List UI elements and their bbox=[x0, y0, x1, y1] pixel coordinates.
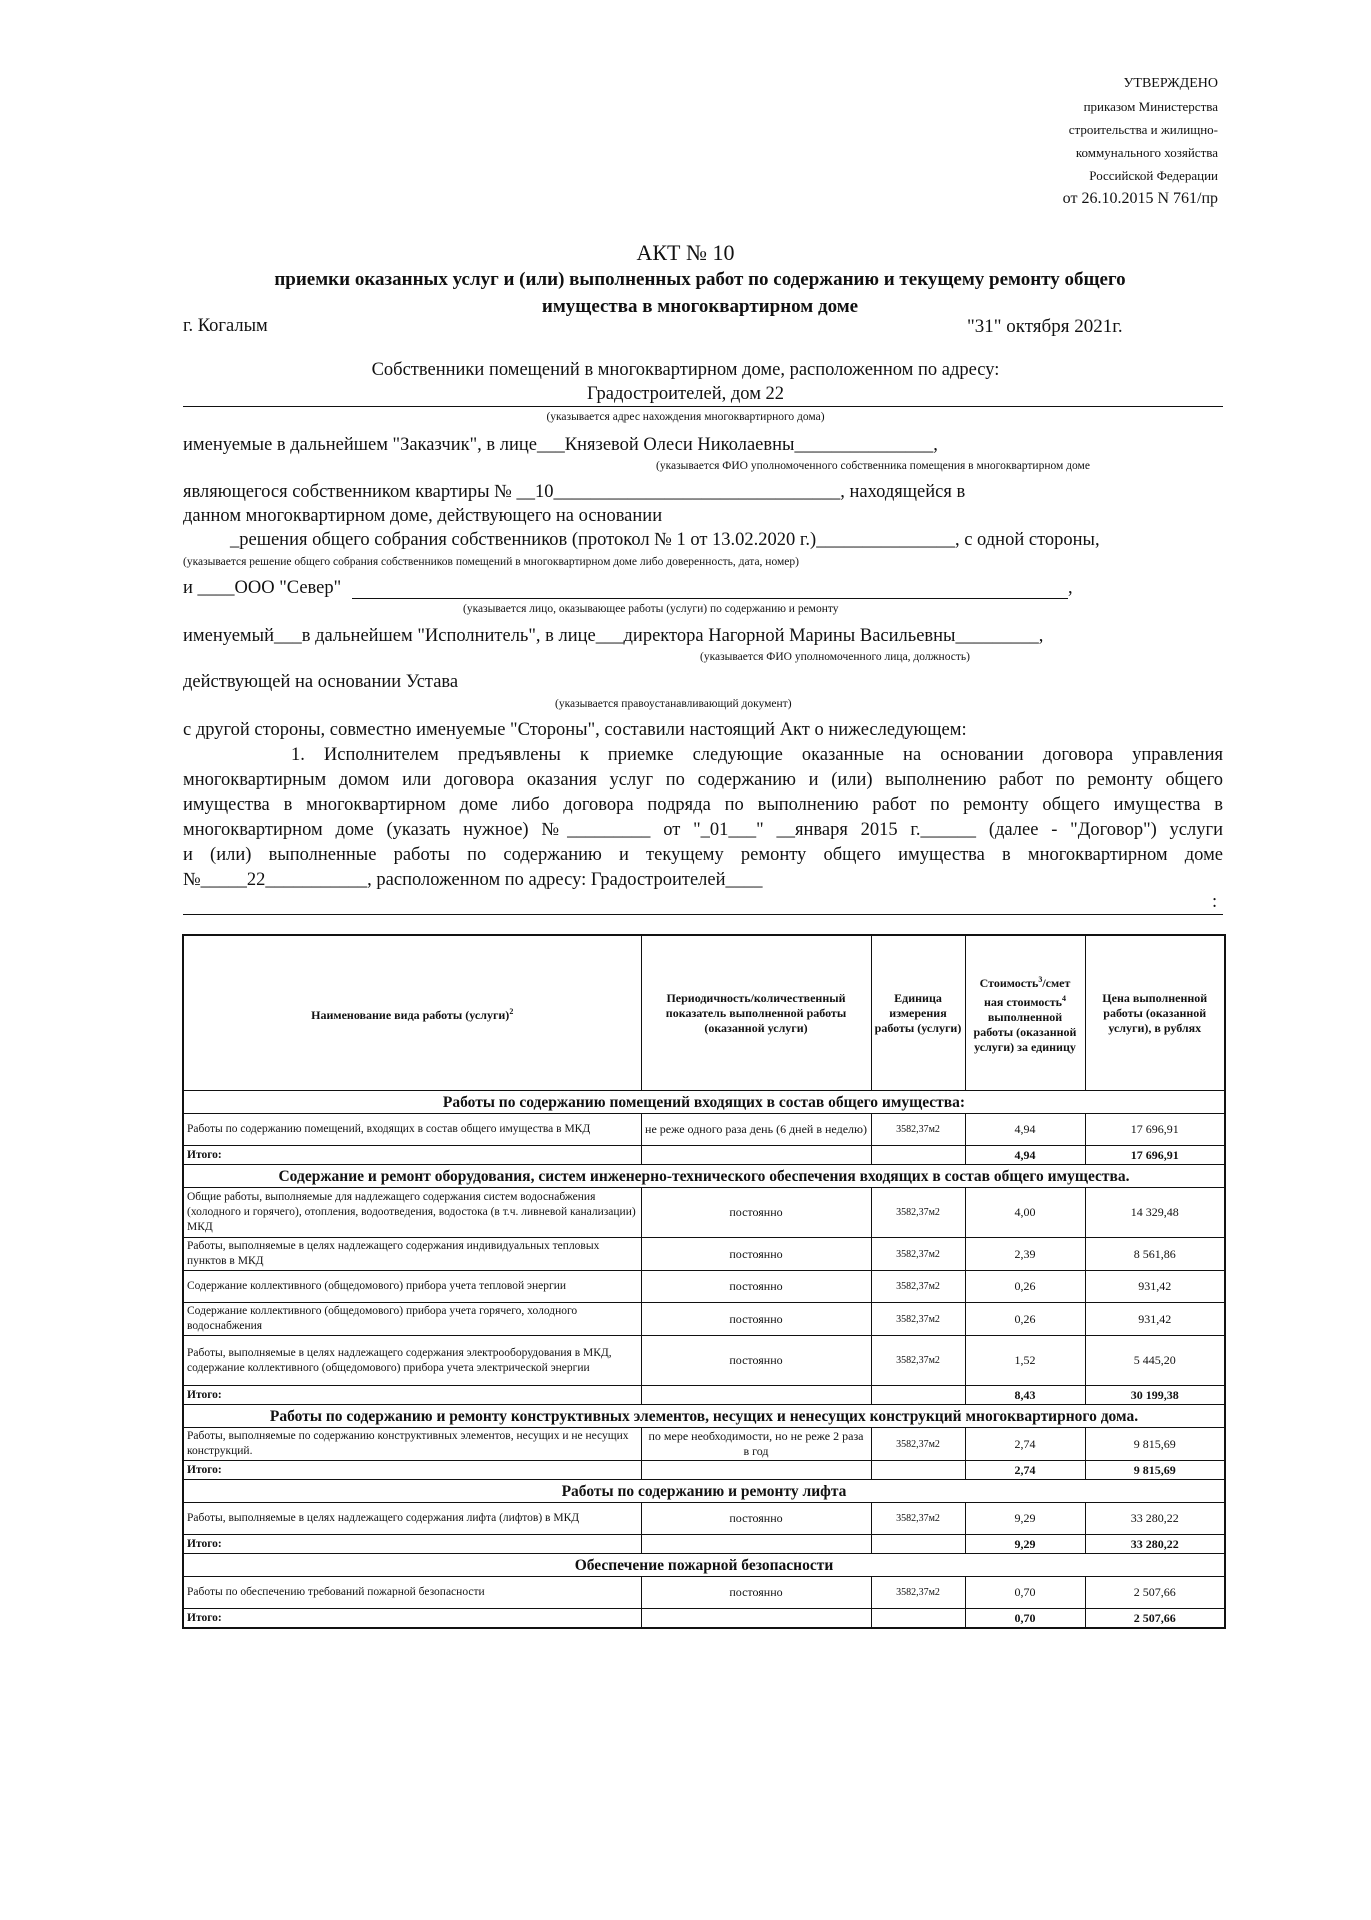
work-unit: 3582,37м2 bbox=[871, 1238, 965, 1271]
paragraph-line: №_____22___________, расположенном по адресу: Градостроителей____ bbox=[183, 870, 763, 890]
executor-hint: (указывается ФИО уполномоченного лица, должность) bbox=[700, 651, 970, 663]
contractor-line: и ____ООО "Север" bbox=[183, 578, 342, 598]
total-row bbox=[183, 1386, 1225, 1405]
approval-line: приказом Министерства bbox=[1083, 99, 1218, 114]
contractor-comma: , bbox=[1068, 578, 1073, 598]
work-price: 5 445,20 bbox=[1085, 1336, 1225, 1386]
work-period: по мере необходимости, но не реже 2 раза в год bbox=[641, 1428, 871, 1461]
work-cost: 2,39 bbox=[965, 1238, 1085, 1271]
paragraph-line: имущества в многоквартирном доме либо договора подряда по выполнению работ по ремонту общего имущества в bbox=[183, 795, 1223, 815]
basis-hint: (указывается решение общего собрания собственников помещений в многоквартирном доме либо доверенность, дата, номер) bbox=[183, 556, 799, 568]
header-name: Наименование вида работы (услуги)$^2$ bbox=[183, 935, 641, 1091]
address-hint: (указывается адрес нахождения многоквартирного дома) bbox=[546, 411, 825, 423]
work-name: Общие работы, выполняемые для надлежащего содержания систем водоснабжения (холодного и горячего), отопления, водоотведения, водостока (в т.ч. ливневой канализации) МКД bbox=[183, 1188, 641, 1238]
charter-line: действующей на основании Устава bbox=[183, 672, 459, 692]
work-price: 931,42 bbox=[1085, 1271, 1225, 1303]
section-row bbox=[183, 1405, 1225, 1428]
work-price: 9 815,69 bbox=[1085, 1428, 1225, 1461]
work-name: Работы по содержанию помещений, входящих в состав общего имущества в МКД bbox=[183, 1114, 641, 1146]
customer-line: именуемые в дальнейшем "Заказчик", в лице___Князевой Олеси Николаевны_______________, bbox=[183, 435, 938, 455]
contractor-hint: (указывается лицо, оказывающее работы (услуги) по содержанию и ремонту bbox=[463, 603, 839, 615]
section-title: Работы по содержанию помещений входящих в состав общего имущества: bbox=[183, 1091, 1225, 1114]
total-row bbox=[183, 1609, 1225, 1629]
work-name: Работы по обеспечению требований пожарной безопасности bbox=[183, 1577, 641, 1609]
section-row bbox=[183, 1091, 1225, 1114]
work-price: 931,42 bbox=[1085, 1303, 1225, 1336]
work-cost: 9,29 bbox=[965, 1503, 1085, 1535]
approval-line: УТВЕРЖДЕНО bbox=[1123, 76, 1218, 91]
work-name: Работы, выполняемые в целях надлежащего содержания лифта (лифтов) в МКД bbox=[183, 1503, 641, 1535]
charter-hint: (указывается правоустанавливающий документ) bbox=[555, 698, 792, 710]
header-price: Цена выполненной работы (оказанной услуги), в рублях bbox=[1085, 935, 1225, 1091]
work-name: Работы, выполняемые по содержанию конструктивных элементов, несущих и не несущих конструкций. bbox=[183, 1428, 641, 1461]
paragraph-line: и (или) выполненные работы по содержанию и текущему ремонту общего имущества в многоквартирном доме bbox=[183, 845, 1223, 865]
paragraph-underline bbox=[183, 914, 1223, 915]
work-name: Содержание коллективного (общедомового) прибора учета тепловой энергии bbox=[183, 1271, 641, 1303]
work-unit: 3582,37м2 bbox=[871, 1428, 965, 1461]
total-row bbox=[183, 1535, 1225, 1554]
work-cost: 1,52 bbox=[965, 1336, 1085, 1386]
work-period: не реже одного раза день (6 дней в неделю) bbox=[641, 1114, 871, 1146]
work-price: 2 507,66 bbox=[1085, 1577, 1225, 1609]
paragraph-line: многоквартирным домом или договора оказания услуг по содержанию и (или) выполнению работ по ремонту общего bbox=[183, 770, 1223, 790]
table-row bbox=[183, 1238, 1225, 1271]
work-period: постоянно bbox=[641, 1238, 871, 1271]
total-row bbox=[183, 1461, 1225, 1480]
section-row bbox=[183, 1554, 1225, 1577]
contractor-underline bbox=[352, 598, 1068, 599]
work-price: 8 561,86 bbox=[1085, 1238, 1225, 1271]
work-price: 14 329,48 bbox=[1085, 1188, 1225, 1238]
paragraph-line: многоквартирном доме (указать нужное) №_________ от "_01___" __января 2015 г.______ (далее - "Договор") услуги bbox=[183, 820, 1223, 840]
total-cost: 2,74 bbox=[965, 1461, 1085, 1480]
address-underline bbox=[183, 406, 1223, 407]
act-title bbox=[200, 266, 1200, 320]
customer-hint: (указывается ФИО уполномоченного собственника помещения в многоквартирном доме bbox=[656, 460, 1090, 472]
work-name: Работы, выполняемые в целях надлежащего содержания индивидуальных тепловых пунктов в МКД bbox=[183, 1238, 641, 1271]
works-table bbox=[182, 934, 1226, 1629]
work-period: постоянно bbox=[641, 1303, 871, 1336]
paragraph-1 bbox=[183, 743, 1223, 868]
owners-intro: Собственники помещений в многоквартирном доме, расположенном по адресу: bbox=[371, 360, 1000, 380]
total-price: 30 199,38 bbox=[1085, 1386, 1225, 1405]
work-period: постоянно bbox=[641, 1271, 871, 1303]
paragraph-line: 1. Исполнителем предъявлены к приемке следующие оказанные на основании договора управления bbox=[291, 745, 1223, 765]
parties-line: с другой стороны, совместно именуемые "Стороны", составили настоящий Акт о нижеследующем: bbox=[183, 720, 967, 740]
executor-line: именуемый___в дальнейшем "Исполнитель", в лице___директора Нагорной Марины Васильевны_________, bbox=[183, 626, 1044, 646]
work-period: постоянно bbox=[641, 1503, 871, 1535]
section-title: Работы по содержанию и ремонту конструктивных элементов, несущих и ненесущих конструкций многоквартирного дома. bbox=[183, 1405, 1225, 1428]
work-period: постоянно bbox=[641, 1336, 871, 1386]
section-title: Обеспечение пожарной безопасности bbox=[183, 1554, 1225, 1577]
total-row bbox=[183, 1146, 1225, 1165]
work-cost: 0,70 bbox=[965, 1577, 1085, 1609]
work-name: Работы, выполняемые в целях надлежащего содержания электрооборудования в МКД, содержание коллективного (общедомового) прибора учета электрической энергии bbox=[183, 1336, 641, 1386]
total-cost: 9,29 bbox=[965, 1535, 1085, 1554]
act-date: "31" октября 2021г. bbox=[967, 316, 1123, 337]
section-row bbox=[183, 1165, 1225, 1188]
act-number: АКТ № 10 bbox=[636, 240, 735, 265]
table-row bbox=[183, 1114, 1225, 1146]
work-unit: 3582,37м2 bbox=[871, 1336, 965, 1386]
work-price: 17 696,91 bbox=[1085, 1114, 1225, 1146]
work-cost: 0,26 bbox=[965, 1271, 1085, 1303]
work-period: постоянно bbox=[641, 1188, 871, 1238]
total-cost: 4,94 bbox=[965, 1146, 1085, 1165]
approval-line: коммунального хозяйства bbox=[1075, 145, 1218, 160]
table-row bbox=[183, 1303, 1225, 1336]
total-price: 2 507,66 bbox=[1085, 1609, 1225, 1629]
basis-line: _решения общего собрания собственников (протокол № 1 от 13.02.2020 г.)_______________, с одной стороны, bbox=[230, 530, 1100, 550]
approval-line: строительства и жилищно- bbox=[1068, 122, 1218, 137]
work-cost: 4,94 bbox=[965, 1114, 1085, 1146]
total-cost: 0,70 bbox=[965, 1609, 1085, 1629]
table-row bbox=[183, 1271, 1225, 1303]
total-label: Итого: bbox=[183, 1386, 641, 1405]
act-title-line: приемки оказанных услуг и (или) выполненных работ по содержанию и текущему ремонту общего bbox=[274, 269, 1126, 290]
table-row bbox=[183, 1503, 1225, 1535]
work-unit: 3582,37м2 bbox=[871, 1577, 965, 1609]
work-price: 33 280,22 bbox=[1085, 1503, 1225, 1535]
section-title: Содержание и ремонт оборудования, систем инженерно-технического обеспечения входящих в состав общего имущества. bbox=[183, 1165, 1225, 1188]
section-title: Работы по содержанию и ремонту лифта bbox=[183, 1480, 1225, 1503]
total-label: Итого: bbox=[183, 1461, 641, 1480]
total-label: Итого: bbox=[183, 1535, 641, 1554]
work-unit: 3582,37м2 bbox=[871, 1114, 965, 1146]
colon: : bbox=[1212, 892, 1218, 912]
table-row bbox=[183, 1577, 1225, 1609]
work-name: Содержание коллективного (общедомового) прибора учета горячего, холодного водоснабжения bbox=[183, 1303, 641, 1336]
table-row bbox=[183, 1336, 1225, 1386]
table-header-row bbox=[183, 935, 1225, 1091]
approval-line: Российской Федерации bbox=[1089, 168, 1218, 183]
work-unit: 3582,37м2 bbox=[871, 1303, 965, 1336]
total-price: 33 280,22 bbox=[1085, 1535, 1225, 1554]
work-unit: 3582,37м2 bbox=[871, 1188, 965, 1238]
total-price: 9 815,69 bbox=[1085, 1461, 1225, 1480]
work-period: постоянно bbox=[641, 1577, 871, 1609]
table-row bbox=[183, 1188, 1225, 1238]
house-address: Градостроителей, дом 22 bbox=[586, 384, 785, 404]
section-row bbox=[183, 1480, 1225, 1503]
table-row bbox=[183, 1428, 1225, 1461]
act-title-line: имущества в многоквартирном доме bbox=[541, 296, 859, 317]
total-price: 17 696,91 bbox=[1085, 1146, 1225, 1165]
house-line: данном многоквартирном доме, действующего на основании bbox=[183, 506, 663, 526]
approval-line: от 26.10.2015 N 761/пр bbox=[1062, 190, 1218, 207]
header-cost: Стоимость$^3$/смет ная стоимость$^4$ выполненной работы (оказанной услуги) за единицу bbox=[965, 935, 1085, 1091]
total-label: Итого: bbox=[183, 1146, 641, 1165]
total-cost: 8,43 bbox=[965, 1386, 1085, 1405]
header-unit: Единица измерения работы (услуги) bbox=[871, 935, 965, 1091]
work-cost: 2,74 bbox=[965, 1428, 1085, 1461]
apartment-line: являющегося собственником квартиры № __10_______________________________, находящейся в bbox=[183, 482, 966, 502]
work-unit: 3582,37м2 bbox=[871, 1503, 965, 1535]
total-label: Итого: bbox=[183, 1609, 641, 1629]
work-cost: 4,00 bbox=[965, 1188, 1085, 1238]
approval-block bbox=[958, 72, 1218, 210]
header-period: Периодичность/количественный показатель выполненной работы (оказанной услуги) bbox=[641, 935, 871, 1091]
work-cost: 0,26 bbox=[965, 1303, 1085, 1336]
work-unit: 3582,37м2 bbox=[871, 1271, 965, 1303]
city: г. Когалым bbox=[183, 316, 268, 336]
